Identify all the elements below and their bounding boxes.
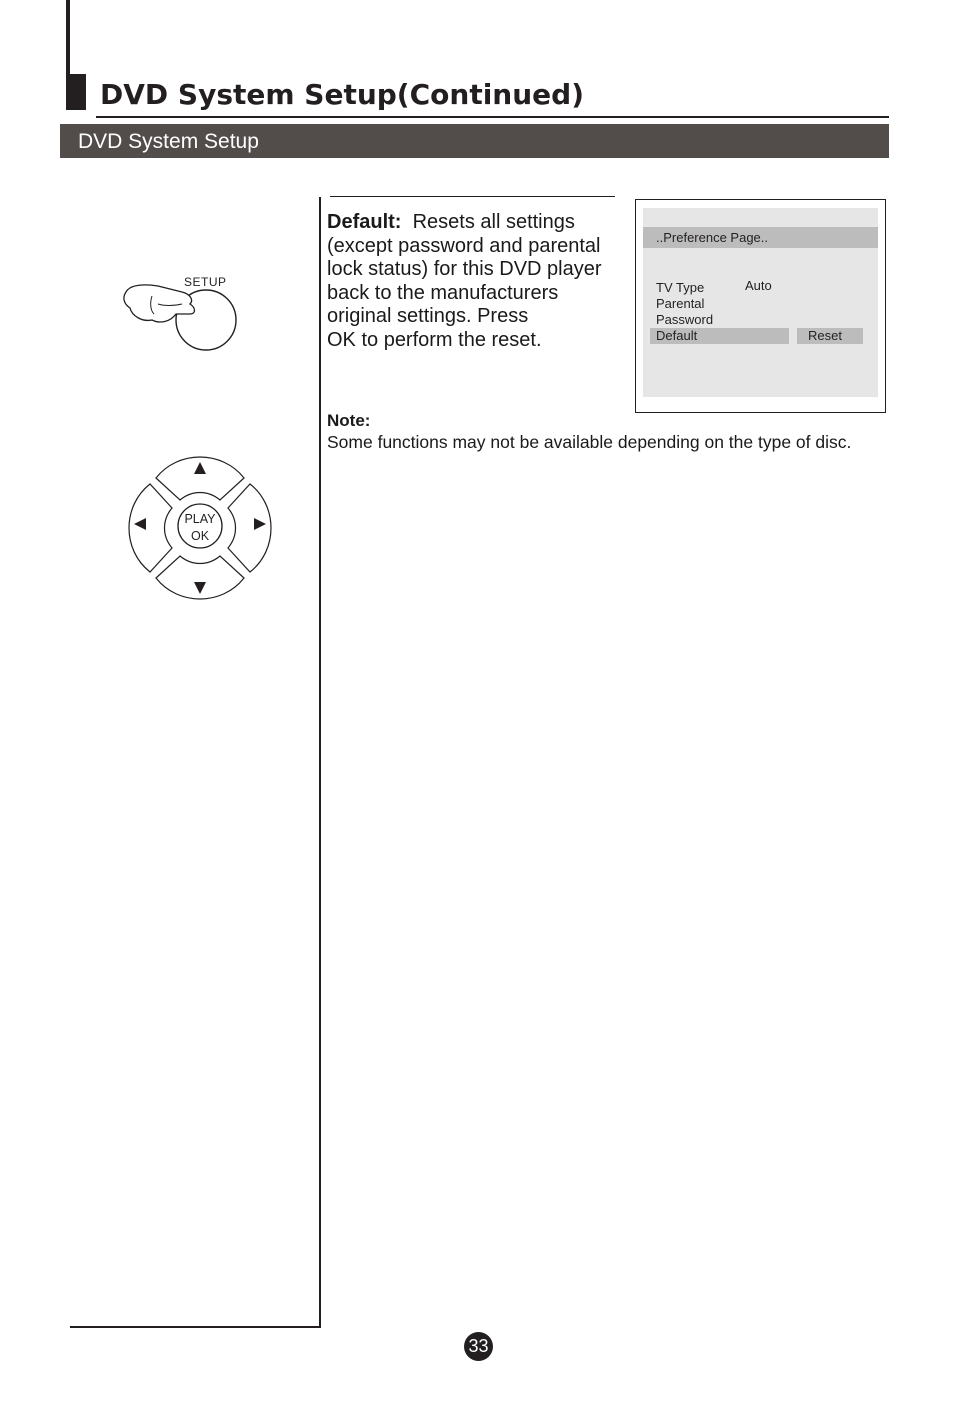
- section-bar: [60, 124, 889, 158]
- description-line-6: OK to perform the reset.: [327, 328, 542, 351]
- note-text: Some functions may not be available depending on the type of disc.: [327, 432, 852, 452]
- description-line-2: (except password and parental: [327, 234, 601, 257]
- setup-button-illustration: [120, 270, 250, 360]
- osd-header-text: ..Preference Page..: [656, 230, 769, 245]
- description-line-1-text: Resets all settings: [412, 211, 575, 233]
- column-bottom-rule: [70, 1326, 321, 1328]
- osd-item-default[interactable]: Default: [656, 328, 698, 343]
- description-line-3: lock status) for this DVD player: [327, 258, 602, 280]
- osd-item-tv-type[interactable]: TV Type: [656, 280, 705, 295]
- column-divider: [319, 197, 321, 1327]
- left-key-icon: [129, 484, 172, 572]
- description-line-4: back to the manufacturers: [327, 281, 559, 304]
- osd-reset-label: Reset: [808, 328, 842, 343]
- osd-screenshot: [635, 199, 886, 413]
- page-number: 33: [468, 1336, 489, 1356]
- osd-header-bar: [643, 227, 878, 248]
- osd-item-parental[interactable]: Parental: [656, 296, 705, 311]
- note-title: Note:: [327, 411, 371, 430]
- default-description: [327, 211, 627, 352]
- osd-reset-button[interactable]: [797, 328, 863, 344]
- section-label: DVD System Setup: [78, 130, 259, 153]
- osd-item-password[interactable]: Password: [656, 312, 714, 327]
- right-key-icon: [228, 484, 271, 572]
- page-number-badge: [464, 1332, 493, 1361]
- setup-label: SETUP: [184, 275, 227, 289]
- page-title: DVD System Setup(Continued): [100, 78, 584, 111]
- header-vertical-rule: [66, 0, 70, 76]
- text-top-rule: [330, 196, 615, 197]
- default-term: Default:: [327, 211, 402, 233]
- osd-screen: [643, 208, 878, 397]
- osd-tv-type-value: Auto: [745, 278, 772, 293]
- title-underline: [96, 116, 889, 118]
- navigation-pad-illustration: [120, 448, 280, 608]
- play-label: PLAY: [184, 512, 216, 526]
- title-marker: [66, 74, 86, 110]
- description-line-5: original settings. Press: [327, 305, 529, 327]
- ok-label: OK: [190, 529, 210, 543]
- description-line-1: [327, 211, 627, 235]
